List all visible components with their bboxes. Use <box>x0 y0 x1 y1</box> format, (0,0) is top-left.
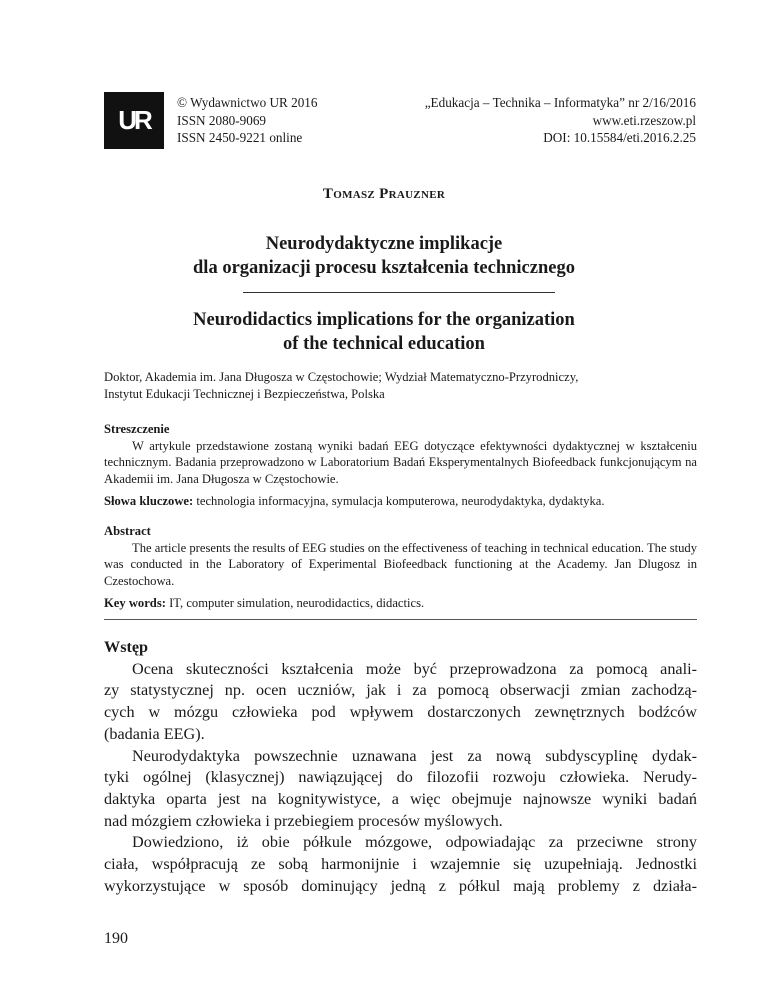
paragraph <box>104 746 697 833</box>
affiliation-line: Doktor, Akademia im. Jana Długosza w Częstochowie; Wydział Matematyczno-Przyrodniczy, <box>104 370 579 384</box>
abstract-heading: Abstract <box>104 524 151 538</box>
text-line: zy statystycznej np. ocen uczniów, jak i za pomocą obserwacji zmian zachodzą- <box>104 681 697 700</box>
title-english-line: of the technical education <box>283 334 485 354</box>
section-heading: Wstęp <box>104 638 149 656</box>
keywords-label: Słowa kluczowe: <box>104 494 194 508</box>
keywords-label: Key words: <box>104 596 166 610</box>
text-line: (badania EEG). <box>104 724 205 743</box>
title-english-line: Neurodidactics implications for the organization <box>193 310 575 330</box>
streszczenie-text: W artykule przedstawione zostaną wyniki badań EEG dotyczące efektywności dydaktycznej w kształceniu technicznym. Badania przeprowadzono w Laboratorium Badań Eksperymentalnych Biofeedback funkcjonującym na Akademii im. Jana Długosza w Częstochowie. <box>104 438 697 486</box>
text-line: tyki ogólnej (klasycznej) nawiązującej do filozofii rozwoju człowieka. Nerudy- <box>104 768 697 787</box>
text-line: wykorzystujące w sposób dominujący jedną z półkul mają problemy z działa- <box>104 876 697 895</box>
keywords-value: technologia informacyjna, symulacja komputerowa, neurodydaktyka, dydaktyka. <box>196 494 605 508</box>
title-english <box>0 308 768 356</box>
text-line: daktyka oparta jest na kognitywistyce, a więc obejmuje najnowsze wyniki badań <box>104 789 697 808</box>
affiliation-line: Instytut Edukacji Technicznej i Bezpieczeństwa, Polska <box>104 387 385 401</box>
journal-title-line: „Edukacja – Technika – Informatyka” nr 2/16/2016 <box>424 95 696 110</box>
doi-line[interactable]: DOI: 10.15584/eti.2016.2.25 <box>543 130 696 145</box>
section-divider <box>104 619 697 620</box>
abstract-text: The article presents the results of EEG studies on the effectiveness of teaching in technical education. The study was conducted in the Laboratory of Experimental Biofeedback functioning at the Academy. Jan Dlugosz in Czestochowa. <box>104 540 697 588</box>
title-polish-line: Neurodydaktyczne implikacje <box>265 234 503 254</box>
paragraph <box>104 659 697 746</box>
abstract-block <box>104 523 697 612</box>
title-polish <box>0 232 768 280</box>
streszczenie-heading: Streszczenie <box>104 422 170 436</box>
header-journal-info <box>425 94 696 147</box>
issn-line: ISSN 2080-9069 <box>177 112 267 128</box>
text-line: Dowiedziono, iż obie półkule mózgowe, odpowiadając za przeciwne strony <box>132 833 697 852</box>
author-name: Tomasz Prauzner <box>322 186 446 202</box>
body-text <box>104 637 697 897</box>
text-line: ciała, współpracują ze sobą harmonijnie i wzajemnie się uzupełniają. Jednostki <box>104 855 697 874</box>
publisher-logo: UR <box>104 92 164 149</box>
text-line: Neurodydaktyka powszechnie uznawana jest za nową subdyscyplinę dydak- <box>132 746 697 765</box>
header-publication-info <box>177 94 317 147</box>
title-polish-line: dla organizacji procesu kształcenia technicznego <box>193 258 575 278</box>
author-affiliation <box>104 369 697 403</box>
streszczenie-block <box>104 421 697 510</box>
key-words <box>104 595 697 612</box>
keywords-value: IT, computer simulation, neurodidactics, didactics. <box>169 596 425 610</box>
page-number: 190 <box>104 930 128 947</box>
issn-online-line: ISSN 2450-9221 online <box>177 130 303 145</box>
text-line: cych w mózgu człowieka pod wpływem dostarczonych zewnętrznych bodźców <box>104 703 697 722</box>
paragraph <box>104 832 697 897</box>
text-line: Ocena skuteczności kształcenia może być przeprowadzona za pomocą anali- <box>132 659 697 678</box>
title-separator <box>243 292 555 293</box>
journal-url-line[interactable]: www.eti.rzeszow.pl <box>592 112 696 128</box>
text-line: nad mózgiem człowieka i przebiegiem procesów myślowych. <box>104 811 503 830</box>
copyright-line: © Wydawnictwo UR 2016 <box>177 95 318 110</box>
slowa-kluczowe <box>104 493 697 510</box>
